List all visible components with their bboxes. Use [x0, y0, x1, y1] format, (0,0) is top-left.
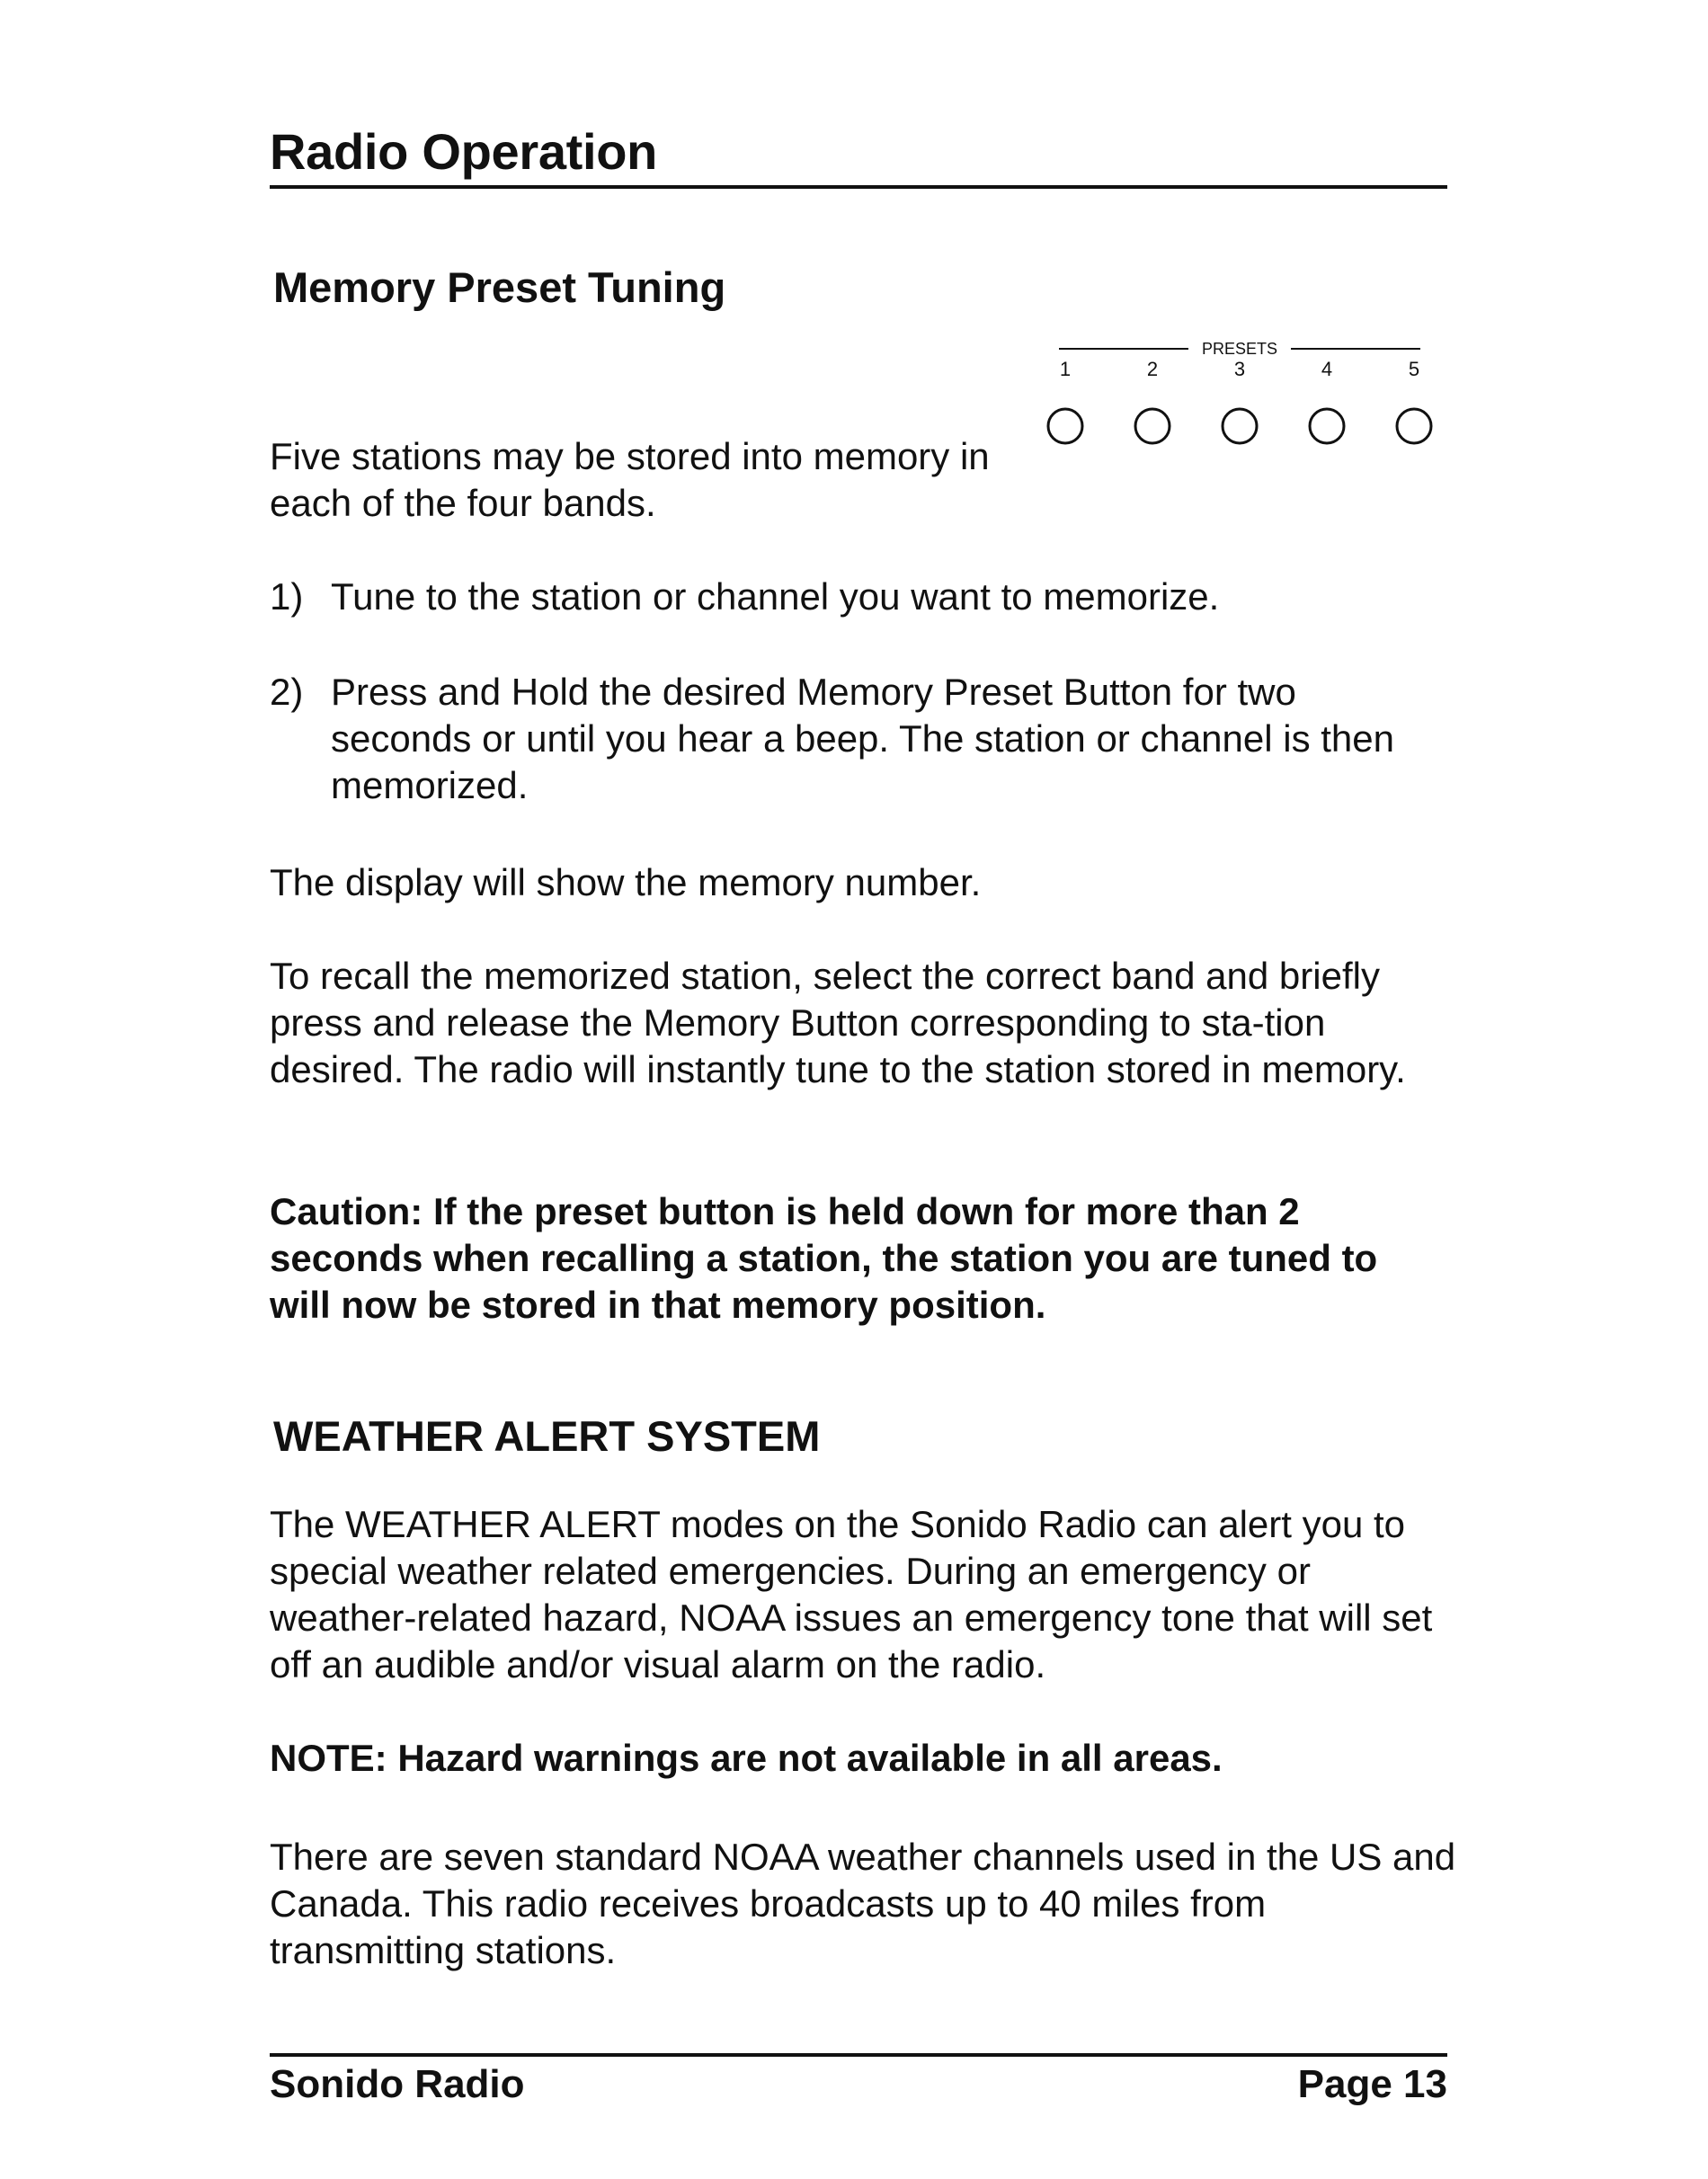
preset-number-3: 3	[1233, 358, 1246, 380]
step-number: 1)	[270, 575, 304, 618]
footer-product-name: Sonido Radio	[270, 2062, 525, 2106]
memory-preset-heading: Memory Preset Tuning	[273, 263, 726, 311]
display-note-text: The display will show the memory number.	[270, 861, 982, 903]
preset-button-2-icon	[1135, 409, 1170, 443]
noaa-channels-text: There are seven standard NOAA weather channels used in the US and Canada. This radio receives broadcasts up to 40 miles from transmitting stations.	[270, 1836, 1456, 1971]
preset-button-3-icon	[1223, 409, 1257, 443]
caution-text: Caution: If the preset button is held down for more than 2 seconds when recalling a station, the station you are tuned to will now be stored in that memory position.	[270, 1190, 1378, 1326]
preset-number-2: 2	[1146, 358, 1159, 380]
preset-number-5: 5	[1408, 358, 1420, 380]
header-divider	[270, 185, 1447, 189]
preset-button-1-icon	[1048, 409, 1082, 443]
step-number: 2)	[270, 671, 304, 713]
preset-number-4: 4	[1321, 358, 1333, 380]
preset-button-5-icon	[1397, 409, 1431, 443]
presets-illustration	[1034, 331, 1456, 457]
weather-alert-heading: WEATHER ALERT SYSTEM	[273, 1412, 821, 1460]
recall-instructions-text: To recall the memorized station, select the correct band and briefly press and release the Memory Button corresponding to sta-tion desired. The radio will instantly tune to the station stored in memory.	[270, 955, 1406, 1090]
hazard-note-text: NOTE: Hazard warnings are not available in all areas.	[270, 1737, 1223, 1779]
step-text: Tune to the station or channel you want to memorize.	[331, 575, 1220, 618]
presets-label: PRESETS	[1201, 340, 1278, 358]
step-text: Press and Hold the desired Memory Preset Button for two seconds or until you hear a beep. The station or channel is then memorized.	[331, 671, 1394, 806]
preset-number-1: 1	[1059, 358, 1072, 380]
footer-page-number: Page 13	[1297, 2062, 1447, 2106]
weather-description-text: The WEATHER ALERT modes on the Sonido Radio can alert you to special weather related emergencies. During an emergency or weather-related hazard, NOAA issues an emergency tone that will set off an audible and/or visual alarm on the radio.	[270, 1503, 1433, 1685]
presets-diagram	[1034, 331, 1456, 457]
page-title: Radio Operation	[270, 123, 658, 180]
memory-intro-text: Five stations may be stored into memory in each of the four bands.	[270, 435, 990, 524]
footer-divider	[270, 2053, 1447, 2057]
preset-button-4-icon	[1310, 409, 1344, 443]
